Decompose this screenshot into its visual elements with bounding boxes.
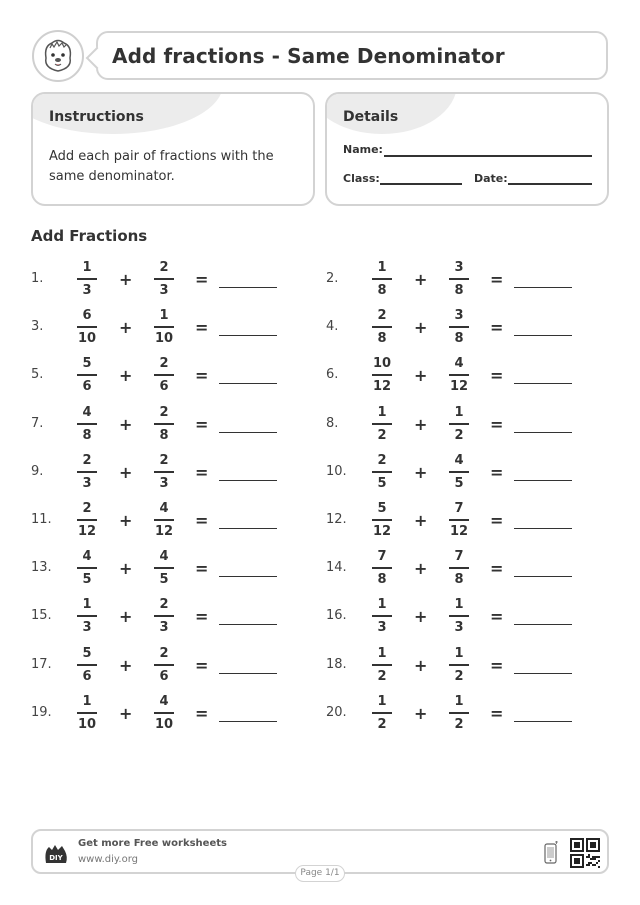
denominator: 5 xyxy=(454,475,464,491)
equals-sign: = xyxy=(195,462,209,482)
answer-blank[interactable] xyxy=(514,528,572,529)
fraction-b xyxy=(149,548,179,588)
denominator: 8 xyxy=(377,572,387,588)
problem-item xyxy=(326,404,586,444)
problem-number: 14. xyxy=(326,560,347,576)
fraction-bar xyxy=(372,278,392,280)
plus-sign: + xyxy=(414,703,428,723)
fraction-bar xyxy=(77,423,97,425)
numerator: 5 xyxy=(82,645,92,661)
plus-sign: + xyxy=(414,366,428,386)
problem-item xyxy=(31,355,291,395)
numerator: 2 xyxy=(159,356,169,372)
footer-url[interactable]: www.diy.org xyxy=(78,854,138,865)
problem-number: 16. xyxy=(326,608,347,624)
numerator: 2 xyxy=(377,308,387,324)
denominator: 10 xyxy=(77,716,97,732)
fraction-bar xyxy=(77,519,97,521)
fraction-bar xyxy=(449,567,469,569)
page-title: Add fractions - Same Denominator xyxy=(112,43,505,68)
fraction-a xyxy=(72,259,102,299)
fraction-a xyxy=(72,500,102,540)
denominator: 3 xyxy=(82,283,92,298)
fraction-bar xyxy=(77,278,97,280)
denominator: 5 xyxy=(377,475,387,491)
fraction-bar xyxy=(154,471,174,473)
fraction-b xyxy=(444,355,474,395)
fraction-a xyxy=(72,307,102,347)
problem-item xyxy=(326,693,586,733)
denominator: 6 xyxy=(82,379,92,395)
plus-sign: + xyxy=(119,559,133,579)
problem-number: 1. xyxy=(31,271,44,286)
numerator: 3 xyxy=(454,308,464,324)
answer-blank[interactable] xyxy=(514,335,572,336)
svg-text:DIY: DIY xyxy=(49,854,63,862)
equals-sign: = xyxy=(490,270,504,289)
denominator: 2 xyxy=(377,668,387,684)
equals-sign: = xyxy=(490,607,504,627)
numerator: 10 xyxy=(372,356,392,372)
fraction-bar xyxy=(372,712,392,714)
numerator: 4 xyxy=(82,549,92,565)
equals-sign: = xyxy=(195,511,209,530)
denominator: 3 xyxy=(159,475,169,491)
numerator: 1 xyxy=(377,693,387,709)
instructions-panel xyxy=(31,92,315,206)
fraction-bar xyxy=(449,278,469,280)
numerator: 1 xyxy=(377,404,387,420)
fraction-a xyxy=(367,548,397,588)
fraction-bar xyxy=(77,712,97,714)
mascot-avatar xyxy=(32,30,84,82)
fraction-bar xyxy=(77,567,97,569)
numerator: 1 xyxy=(377,597,387,613)
answer-blank[interactable] xyxy=(219,383,277,384)
denominator: 5 xyxy=(159,572,169,588)
fraction-bar xyxy=(372,374,392,376)
equals-sign: = xyxy=(490,511,504,530)
problem-item xyxy=(326,452,586,492)
fraction-a xyxy=(367,452,397,492)
fraction-a xyxy=(367,355,397,395)
denominator: 8 xyxy=(454,572,464,588)
numerator: 4 xyxy=(454,356,464,372)
numerator: 5 xyxy=(82,356,92,372)
numerator: 2 xyxy=(82,452,92,468)
fraction-bar xyxy=(449,712,469,714)
numerator: 1 xyxy=(377,645,387,661)
numerator: 1 xyxy=(159,308,169,324)
problem-item xyxy=(31,693,291,733)
fraction-bar xyxy=(449,423,469,425)
equals-sign: = xyxy=(490,703,504,723)
numerator: 6 xyxy=(82,308,92,324)
denominator: 10 xyxy=(77,331,97,347)
diy-logo-icon xyxy=(43,843,69,865)
plus-sign: + xyxy=(119,366,133,386)
fraction-b xyxy=(444,259,474,299)
problem-item xyxy=(31,452,291,492)
answer-blank[interactable] xyxy=(219,480,277,481)
fraction-bar xyxy=(77,615,97,617)
problem-number: 6. xyxy=(326,367,339,383)
answer-blank[interactable] xyxy=(219,624,277,625)
denominator: 3 xyxy=(377,620,387,636)
denominator: 3 xyxy=(159,620,169,636)
fraction-bar xyxy=(77,664,97,666)
plus-sign: + xyxy=(414,270,428,289)
fraction-b xyxy=(444,596,474,636)
numerator: 2 xyxy=(159,452,169,468)
name-field[interactable] xyxy=(384,155,592,157)
equals-sign: = xyxy=(490,559,504,579)
numerator: 1 xyxy=(82,693,92,709)
numerator: 7 xyxy=(377,549,387,565)
numerator: 1 xyxy=(454,645,464,661)
problem-number: 10. xyxy=(326,463,347,479)
plus-sign: + xyxy=(414,414,428,434)
answer-blank[interactable] xyxy=(514,287,572,288)
numerator: 2 xyxy=(377,452,387,468)
fraction-bar xyxy=(449,326,469,328)
denominator: 2 xyxy=(454,668,464,684)
problem-number: 4. xyxy=(326,319,339,335)
answer-blank[interactable] xyxy=(219,721,277,722)
equals-sign: = xyxy=(195,559,209,579)
numerator: 2 xyxy=(82,501,92,516)
numerator: 7 xyxy=(454,501,464,516)
fraction-bar xyxy=(449,471,469,473)
fraction-b xyxy=(444,452,474,492)
fraction-b xyxy=(149,693,179,733)
problem-number: 11. xyxy=(31,512,52,527)
plus-sign: + xyxy=(119,655,133,675)
answer-blank[interactable] xyxy=(514,432,572,433)
fraction-bar xyxy=(372,423,392,425)
phone-icon xyxy=(543,841,559,865)
denominator: 6 xyxy=(82,668,92,684)
answer-blank[interactable] xyxy=(219,576,277,577)
denominator: 10 xyxy=(154,331,174,347)
equals-sign: = xyxy=(490,366,504,386)
numerator: 4 xyxy=(159,501,169,516)
fraction-bar xyxy=(449,374,469,376)
fraction-a xyxy=(72,645,102,685)
instructions-text: Add each pair of fractions with the same denominator. xyxy=(49,149,274,184)
fraction-bar xyxy=(154,423,174,425)
fraction-a xyxy=(367,404,397,444)
numerator: 2 xyxy=(159,597,169,613)
plus-sign: + xyxy=(119,703,133,723)
details-heading: Details xyxy=(343,109,399,125)
fraction-bar xyxy=(77,471,97,473)
equals-sign: = xyxy=(195,270,209,289)
numerator: 7 xyxy=(454,549,464,565)
fraction-b xyxy=(149,596,179,636)
numerator: 1 xyxy=(82,260,92,275)
fraction-bar xyxy=(372,567,392,569)
equals-sign: = xyxy=(490,318,504,338)
equals-sign: = xyxy=(195,655,209,675)
fraction-bar xyxy=(77,326,97,328)
fraction-bar xyxy=(372,664,392,666)
fraction-b xyxy=(149,452,179,492)
problem-item xyxy=(326,500,586,540)
fraction-bar xyxy=(154,712,174,714)
numerator: 2 xyxy=(159,404,169,420)
answer-blank[interactable] xyxy=(219,528,277,529)
numerator: 1 xyxy=(82,597,92,613)
equals-sign: = xyxy=(195,414,209,434)
denominator: 6 xyxy=(159,379,169,395)
name-label: Name: xyxy=(343,143,383,156)
answer-blank[interactable] xyxy=(514,721,572,722)
denominator: 12 xyxy=(77,524,97,539)
problem-item xyxy=(326,259,586,299)
plus-sign: + xyxy=(414,559,428,579)
numerator: 2 xyxy=(159,260,169,275)
denominator: 12 xyxy=(372,379,392,395)
fraction-bar xyxy=(372,326,392,328)
plus-sign: + xyxy=(119,270,133,289)
class-field[interactable] xyxy=(380,183,462,185)
fraction-b xyxy=(149,645,179,685)
denominator: 8 xyxy=(454,283,464,298)
answer-blank[interactable] xyxy=(219,287,277,288)
equals-sign: = xyxy=(490,655,504,675)
section-title: Add Fractions xyxy=(31,227,148,245)
numerator: 3 xyxy=(454,260,464,275)
footer-title: Get more Free worksheets xyxy=(78,838,227,849)
fraction-bar xyxy=(372,519,392,521)
fraction-b xyxy=(149,307,179,347)
problem-item xyxy=(31,500,291,540)
numerator: 1 xyxy=(454,597,464,613)
denominator: 12 xyxy=(154,524,174,539)
problem-item xyxy=(326,307,586,347)
problem-item xyxy=(326,596,586,636)
denominator: 3 xyxy=(82,620,92,636)
fraction-a xyxy=(72,596,102,636)
problem-item xyxy=(31,404,291,444)
denominator: 2 xyxy=(377,716,387,732)
denominator: 10 xyxy=(154,716,174,732)
numerator: 1 xyxy=(454,693,464,709)
numerator: 4 xyxy=(159,549,169,565)
problem-item xyxy=(31,307,291,347)
denominator: 2 xyxy=(454,427,464,443)
fraction-bar xyxy=(154,519,174,521)
fraction-b xyxy=(444,645,474,685)
problem-number: 9. xyxy=(31,463,44,479)
fraction-a xyxy=(72,355,102,395)
problem-item xyxy=(326,645,586,685)
qr-code-icon xyxy=(570,838,600,868)
equals-sign: = xyxy=(490,414,504,434)
fraction-bar xyxy=(154,664,174,666)
equals-sign: = xyxy=(195,607,209,627)
plus-sign: + xyxy=(119,607,133,627)
denominator: 8 xyxy=(377,283,387,298)
title-box xyxy=(96,31,608,80)
problem-item xyxy=(31,548,291,588)
plus-sign: + xyxy=(119,318,133,338)
plus-sign: + xyxy=(414,462,428,482)
problem-number: 8. xyxy=(326,415,339,431)
fraction-b xyxy=(149,500,179,540)
details-panel xyxy=(325,92,609,206)
fraction-bar xyxy=(154,278,174,280)
plus-sign: + xyxy=(119,511,133,530)
problem-item xyxy=(31,259,291,299)
denominator: 12 xyxy=(449,379,469,395)
problem-number: 7. xyxy=(31,415,44,431)
fraction-a xyxy=(367,259,397,299)
denominator: 2 xyxy=(377,427,387,443)
plus-sign: + xyxy=(414,607,428,627)
fraction-bar xyxy=(449,664,469,666)
fraction-b xyxy=(149,259,179,299)
fraction-bar xyxy=(154,374,174,376)
numerator: 2 xyxy=(159,645,169,661)
fraction-b xyxy=(444,500,474,540)
problem-item xyxy=(326,548,586,588)
denominator: 6 xyxy=(159,668,169,684)
fraction-bar xyxy=(449,615,469,617)
fraction-b xyxy=(444,307,474,347)
problem-number: 19. xyxy=(31,704,52,720)
numerator: 1 xyxy=(454,404,464,420)
answer-blank[interactable] xyxy=(219,432,277,433)
numerator: 4 xyxy=(454,452,464,468)
fraction-b xyxy=(149,355,179,395)
class-label: Class: xyxy=(343,172,380,185)
fraction-bar xyxy=(449,519,469,521)
denominator: 12 xyxy=(449,524,469,539)
fraction-bar xyxy=(154,615,174,617)
date-label: Date: xyxy=(474,172,508,185)
fraction-a xyxy=(367,645,397,685)
fraction-bar xyxy=(372,615,392,617)
denominator: 2 xyxy=(454,716,464,732)
fraction-bar xyxy=(154,567,174,569)
equals-sign: = xyxy=(490,462,504,482)
problem-number: 20. xyxy=(326,704,347,720)
fraction-bar xyxy=(77,374,97,376)
problem-number: 12. xyxy=(326,512,347,527)
fraction-a xyxy=(72,452,102,492)
problem-item xyxy=(326,355,586,395)
denominator: 8 xyxy=(82,427,92,443)
denominator: 3 xyxy=(454,620,464,636)
problem-number: 15. xyxy=(31,608,52,624)
problem-number: 3. xyxy=(31,319,44,335)
fraction-b xyxy=(444,548,474,588)
fraction-bar xyxy=(372,471,392,473)
answer-blank[interactable] xyxy=(514,480,572,481)
equals-sign: = xyxy=(195,703,209,723)
denominator: 5 xyxy=(82,572,92,588)
answer-blank[interactable] xyxy=(514,383,572,384)
fraction-a xyxy=(72,404,102,444)
denominator: 8 xyxy=(454,331,464,347)
fraction-a xyxy=(367,500,397,540)
problem-number: 18. xyxy=(326,656,347,672)
yeti-mascot-icon xyxy=(38,36,78,76)
plus-sign: + xyxy=(414,511,428,530)
plus-sign: + xyxy=(119,414,133,434)
fraction-b xyxy=(149,404,179,444)
plus-sign: + xyxy=(414,655,428,675)
problem-number: 17. xyxy=(31,656,52,672)
fraction-a xyxy=(367,693,397,733)
answer-blank[interactable] xyxy=(514,576,572,577)
answer-blank[interactable] xyxy=(219,335,277,336)
answer-blank[interactable] xyxy=(514,624,572,625)
denominator: 8 xyxy=(159,427,169,443)
plus-sign: + xyxy=(119,462,133,482)
plus-sign: + xyxy=(414,318,428,338)
numerator: 5 xyxy=(377,501,387,516)
denominator: 3 xyxy=(82,475,92,491)
equals-sign: = xyxy=(195,366,209,386)
fraction-bar xyxy=(154,326,174,328)
instructions-heading: Instructions xyxy=(49,109,144,125)
fraction-a xyxy=(72,693,102,733)
problem-item xyxy=(31,596,291,636)
fraction-a xyxy=(367,596,397,636)
problem-item xyxy=(31,645,291,685)
numerator: 4 xyxy=(82,404,92,420)
problem-number: 13. xyxy=(31,560,52,576)
equals-sign: = xyxy=(195,318,209,338)
numerator: 1 xyxy=(377,260,387,275)
denominator: 3 xyxy=(159,283,169,298)
fraction-b xyxy=(444,693,474,733)
fraction-b xyxy=(444,404,474,444)
numerator: 4 xyxy=(159,693,169,709)
denominator: 8 xyxy=(377,331,387,347)
problem-number: 5. xyxy=(31,367,44,383)
problem-number: 2. xyxy=(326,271,339,286)
page-indicator: Page 1/1 xyxy=(295,865,345,882)
fraction-a xyxy=(72,548,102,588)
denominator: 12 xyxy=(372,524,392,539)
answer-blank[interactable] xyxy=(219,673,277,674)
answer-blank[interactable] xyxy=(514,673,572,674)
date-field[interactable] xyxy=(508,183,592,185)
fraction-a xyxy=(367,307,397,347)
